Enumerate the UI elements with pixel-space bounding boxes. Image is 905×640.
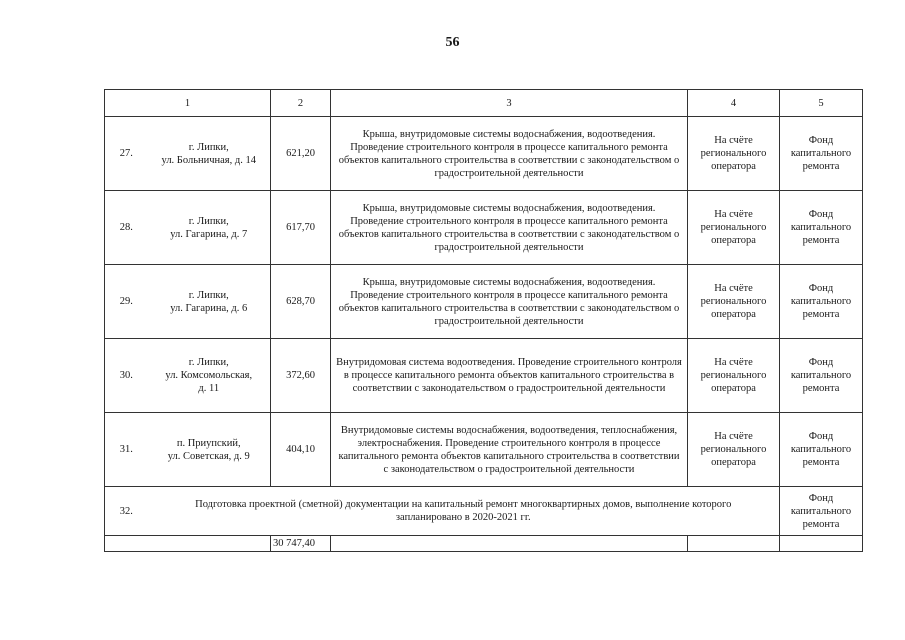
address-cell — [148, 339, 271, 413]
table-row — [105, 265, 863, 339]
total-empty-cell — [105, 536, 271, 552]
source-cell: Фонд капитального ремонта — [780, 265, 863, 339]
total-empty-cell — [780, 536, 863, 552]
address-line: ул. Комсомольская, — [165, 370, 253, 381]
row-number: 32. — [105, 487, 148, 536]
area-cell: 628,70 — [271, 265, 331, 339]
table-row — [105, 339, 863, 413]
address-cell — [148, 265, 271, 339]
total-area-cell: 30 747,40 — [271, 536, 331, 552]
total-empty-cell — [688, 536, 780, 552]
total-row — [105, 536, 863, 552]
table-row — [105, 191, 863, 265]
header-cell-4: 4 — [688, 90, 780, 117]
source-cell: Фонд капитального ремонта — [780, 339, 863, 413]
account-cell: На счёте регионального оператора — [688, 339, 780, 413]
address-line: ул. Больничная, д. 14 — [161, 154, 256, 166]
header-row — [105, 90, 863, 117]
header-cell-1: 1 — [105, 90, 271, 117]
works-cell: Крыша, внутридомовые системы водоснабжения, водоотведения. Проведение строительного контроля в процессе капитального ремонта объектов капитального строительства в соответствии с законодательством о градостроительной деятельности — [331, 265, 688, 339]
works-cell: Внутридомовые системы водоснабжения, водоотведения, теплоснабжения, электроснабжения. Проведение строительного контроля в процессе капитального ремонта объектов капитального строительства в соответствии с законодательством о градостроительной деятельности — [331, 413, 688, 487]
source-cell: Фонд капитального ремонта — [780, 117, 863, 191]
address-line: п. Приупский, — [176, 437, 241, 449]
address-cell — [148, 191, 271, 265]
address-line: ул. Гагарина, д. 6 — [170, 302, 248, 314]
row-number: 31. — [105, 413, 148, 487]
account-cell: На счёте регионального оператора — [688, 265, 780, 339]
account-cell: На счёте регионального оператора — [688, 117, 780, 191]
header-cell-5: 5 — [780, 90, 863, 117]
area-cell: 372,60 — [271, 339, 331, 413]
address-line: г. Липки, — [188, 289, 229, 301]
table-row — [105, 117, 863, 191]
works-cell: Внутридомовая система водоотведения. Проведение строительного контроля в процессе капитального ремонта объектов капитального строительства в соответствии с законодательством о градостроительной деятельности — [331, 339, 688, 413]
address-line: ул. Советская, д. 9 — [167, 450, 250, 462]
account-cell: На счёте регионального оператора — [688, 191, 780, 265]
total-empty-cell — [331, 536, 688, 552]
table-row — [105, 413, 863, 487]
address-line: г. Липки, — [188, 141, 229, 153]
source-cell: Фонд капитального ремонта — [780, 487, 863, 536]
address-line: г. Липки, — [188, 215, 229, 227]
works-cell: Крыша, внутридомовые системы водоснабжения, водоотведения. Проведение строительного контроля в процессе капитального ремонта объектов капитального строительства в соответствии с законодательством о градостроительной деятельности — [331, 191, 688, 265]
row-number: 27. — [105, 117, 148, 191]
row-number: 28. — [105, 191, 148, 265]
table-row — [105, 487, 863, 536]
source-cell: Фонд капитального ремонта — [780, 191, 863, 265]
address-cell — [148, 117, 271, 191]
address-line: ул. Гагарина, д. 7 — [170, 228, 248, 240]
page-number: 56 — [445, 35, 460, 50]
merged-description-cell — [148, 487, 780, 536]
works-table — [104, 89, 863, 552]
merged-description: Подготовка проектной (сметной) документации на капитальный ремонт многоквартирных домов, выполнение которого запланировано в 2020-2021 гг. — [195, 499, 732, 523]
header-cell-3: 3 — [331, 90, 688, 117]
area-cell: 404,10 — [271, 413, 331, 487]
area-cell: 621,20 — [271, 117, 331, 191]
area-cell: 617,70 — [271, 191, 331, 265]
account-cell: На счёте регионального оператора — [688, 413, 780, 487]
source-cell: Фонд капитального ремонта — [780, 413, 863, 487]
address-line: г. Липки, — [188, 357, 229, 368]
works-cell: Крыша, внутридомовые системы водоснабжения, водоотведения. Проведение строительного контроля в процессе капитального ремонта объектов капитального строительства в соответствии с законодательством о градостроительной деятельности — [331, 117, 688, 191]
row-number: 29. — [105, 265, 148, 339]
row-number: 30. — [105, 339, 148, 413]
header-cell-2: 2 — [271, 90, 331, 117]
address-cell — [148, 413, 271, 487]
address-line: д. 11 — [198, 383, 220, 394]
